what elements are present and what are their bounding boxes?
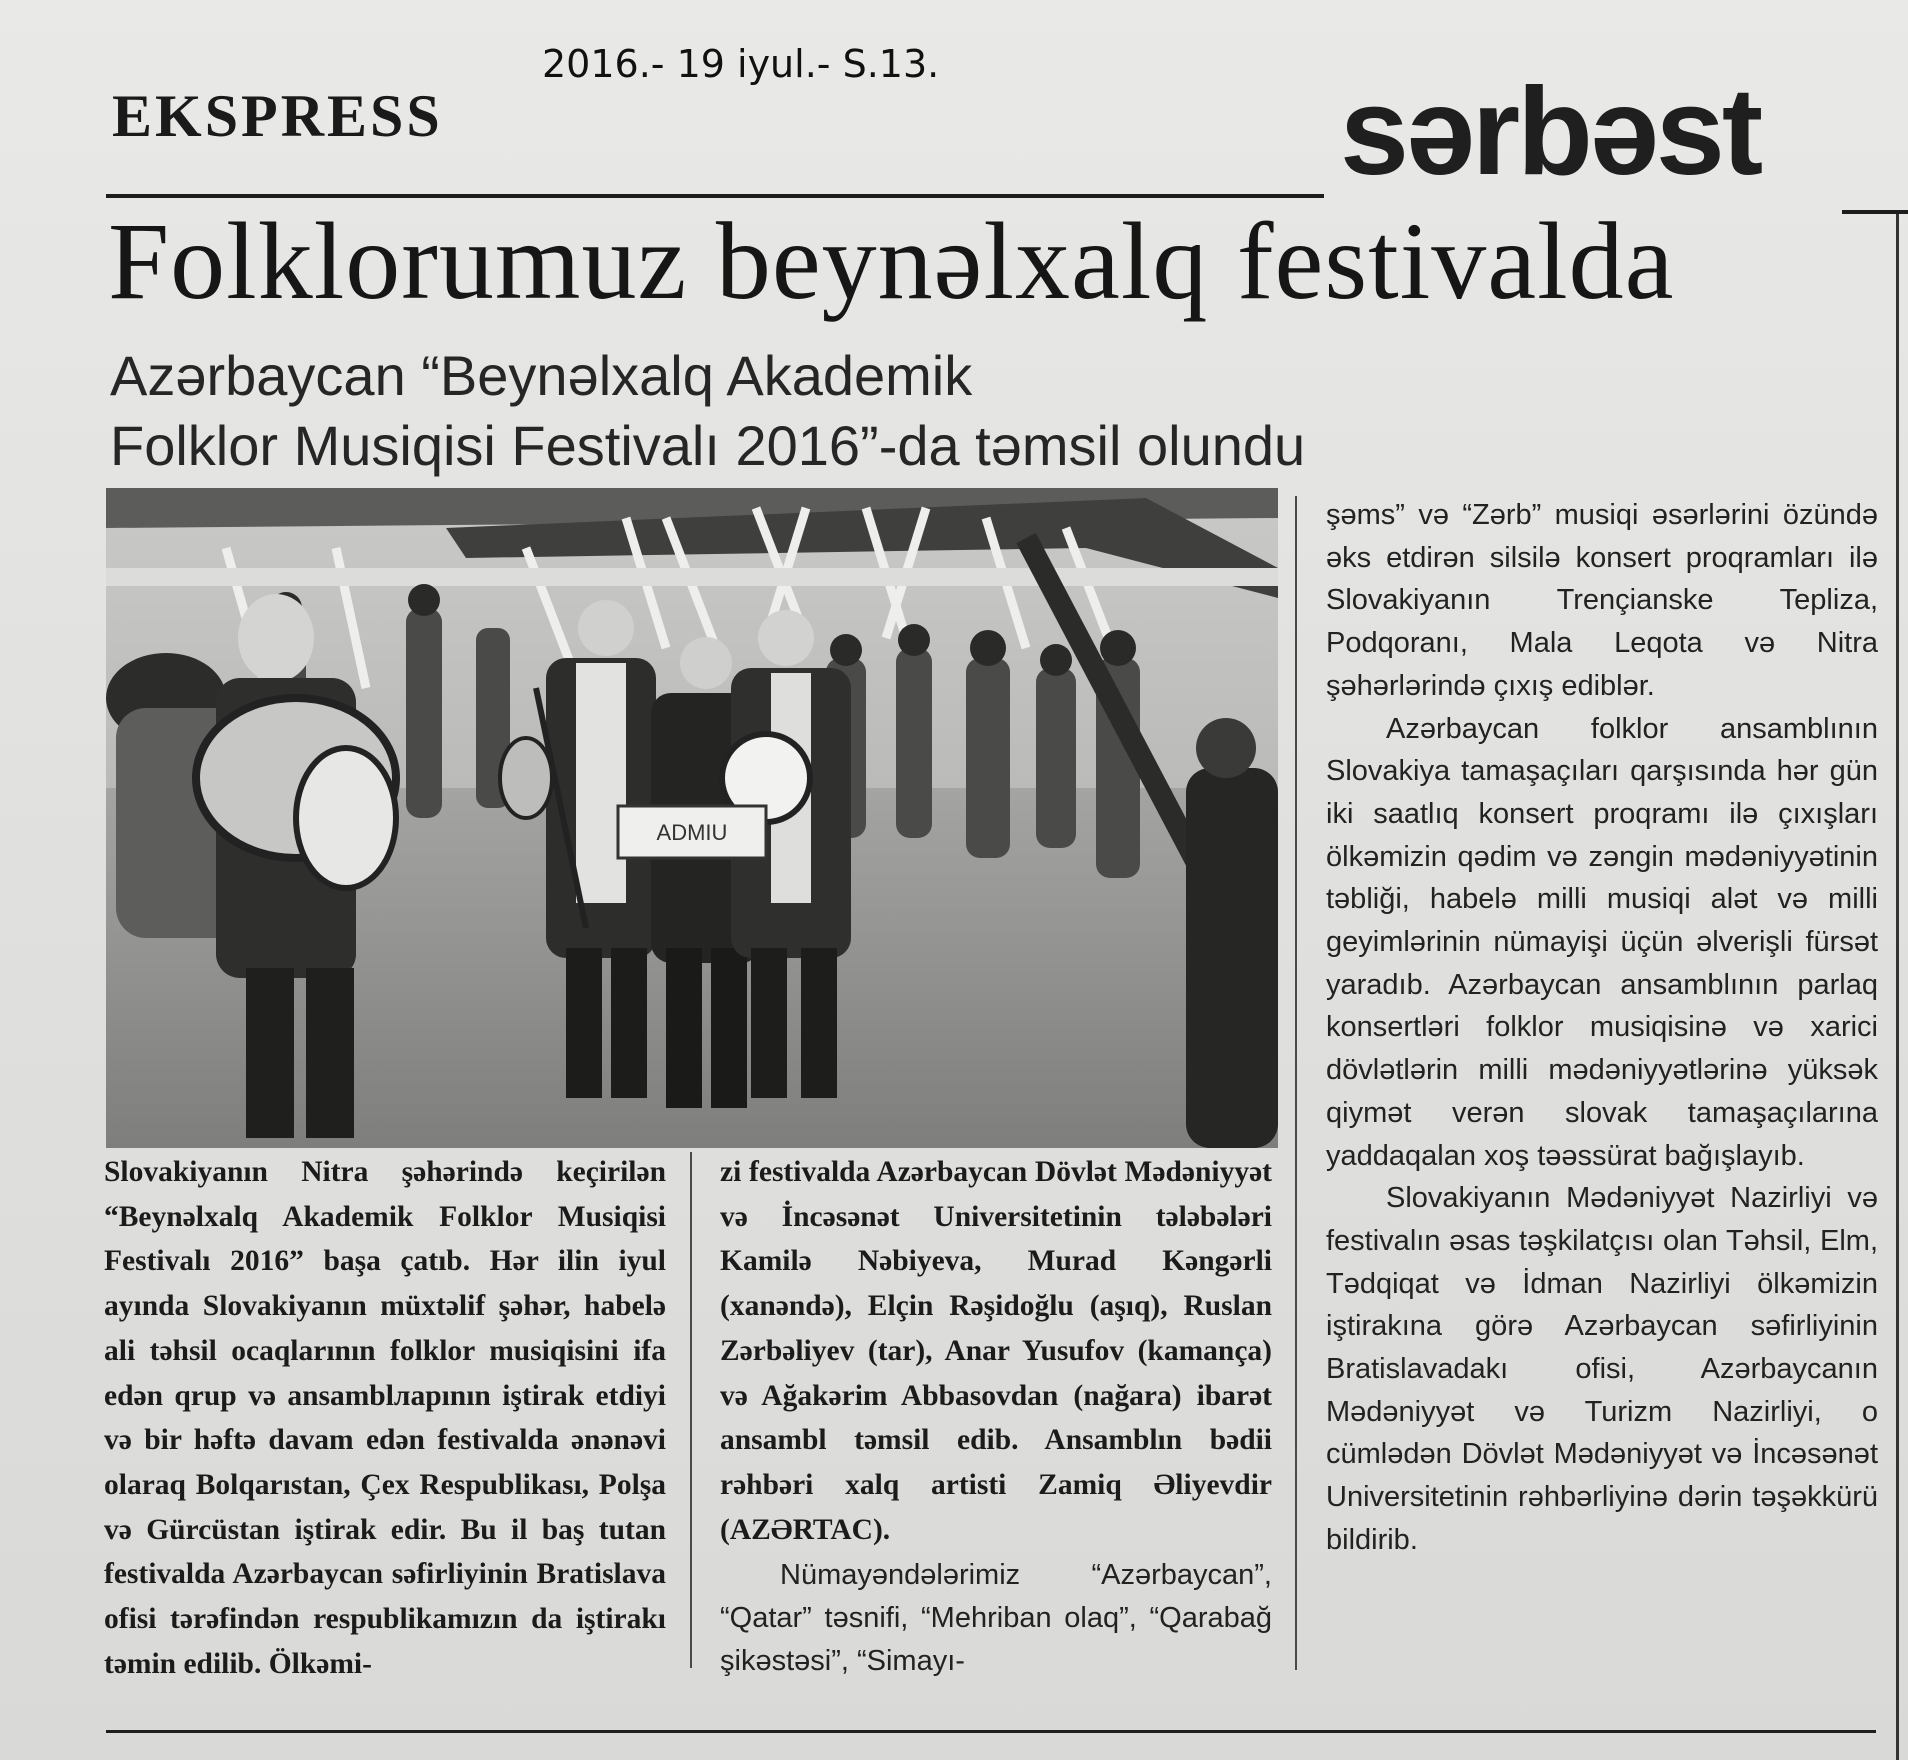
right-edge-rule (1896, 214, 1899, 1760)
masthead: EKSPRESS (112, 83, 443, 149)
citation-stamp: 2016.- 19 iyul.- S.13. (542, 42, 940, 86)
top-rule-left (106, 194, 1324, 198)
brand-logo-text: sərbəst (1340, 63, 1761, 201)
article-paragraph: Slovakiyanın Nitra şəhərində keçirilən “Beynəlxalq Akademik Folklor Musiqisi Festivalı 2016” başa çatıb. Hər ilin iyul ayında Slovakiyanın müxtəlif şəhər, habelə ali təhsil ocaqlarının folklor musiqisini ifa edən qrup və ansamblларının iştirak etdiyi və bir həftə davam edən festivalda ənənəvi olaraq Bolqarıstan, Çex Respublikası, Polşa və Gürcüstan iştirak edir. Bu il baş tutan festivalda Azərbaycan səfirliyinin Bratislava ofisi tərəfindən respublikamızın da iştirakı təmin edilib. Ölkəmi- (104, 1156, 666, 1680)
article-paragraph: Slovakiyanın Mədəniyyət Nazirliyi və festivalın əsas təşkilatçısı olan Təhsil, Elm, Tədqiqat və İdman Nazirliyi ölkəmizin iştirakına görə Azərbaycan səfirliyinin Bratislavadakı ofisi, Azərbaycanın Mədəniyyət və Turizm Nazirliyi, o cümlədən Dövlət Mədəniyyət və İncəsənət Universitetinin rəhbərliyinə dərin təşəkkürü bildirib. (1326, 1182, 1878, 1556)
subheadline-line-1: Azərbaycan “Beynəlxalq Akademik (110, 344, 973, 407)
bottom-rule (106, 1730, 1876, 1733)
column-divider (690, 1152, 692, 1668)
article-column-1 (104, 1150, 666, 1680)
article-column-3 (1326, 494, 1878, 1694)
column-divider (1295, 496, 1297, 1670)
article-column-2 (720, 1150, 1272, 1677)
article-paragraph: şəms” və “Zərb” musiqi əsərlərini özündə əks etdirən silsilə konsert proqramları ilə Slovakiyanın Trençianske Tepliza, Podqoranı, Mala Leqota və Nitra şəhərlərində çıxış ediblər. (1326, 499, 1878, 702)
article-paragraph: zi festivalda Azərbaycan Dövlət Mədəniyyət və İncəsənət Universitetinin tələbələri Kamilə Nəbiyeva, Murad Kəngərli (xanəndə), Elçin Rəşidoğlu (aşıq), Ruslan Zərbəliyev (tar), Anar Yusufov (kamança) və Ağakərim Abbasovdan (nağara) ibarət ansambl təmsil edib. Ansamblın bədii rəhbəri xalq artisti Zamiq Əliyevdir (AZƏRTAC). (720, 1156, 1272, 1546)
article-paragraph: Nümayəndələrimiz “Azərbaycan”, “Qatar” təsnifi, “Mehriban olaq”, “Qarabağ şikəstəsi”, “Simayı- (720, 1559, 1272, 1677)
festival-photo (106, 488, 1278, 1148)
headline: Folklorumuz beynəlxalq festivalda (108, 200, 1675, 322)
article-paragraph: Azərbaycan folklor ansamblının Slovakiya tamaşaçıları qarşısında hər gün iki saatlıq konsert proqramı ilə çıxışları ölkəmizin qədim və zəngin mədəniyyətinin təbliği, habelə milli musiqi alət və milli geyimlərinin nümayişi üçün əlverişli fürsət yaradıb. Azərbaycan ansamblının parlaq konsertləri folklor musiqisinə və xarici dövlətlərin milli mədəniyyətlərinə yüksək qiymət verən slovak tamaşaçılarına yaddaqalan xoş təəssürat bağışlayıb. (1326, 712, 1878, 1172)
subheadline-line-2: Folklor Musiqisi Festivalı 2016”-da təmsil olundu (110, 414, 1306, 477)
admiu-sign-text: ADMIU (656, 820, 728, 845)
